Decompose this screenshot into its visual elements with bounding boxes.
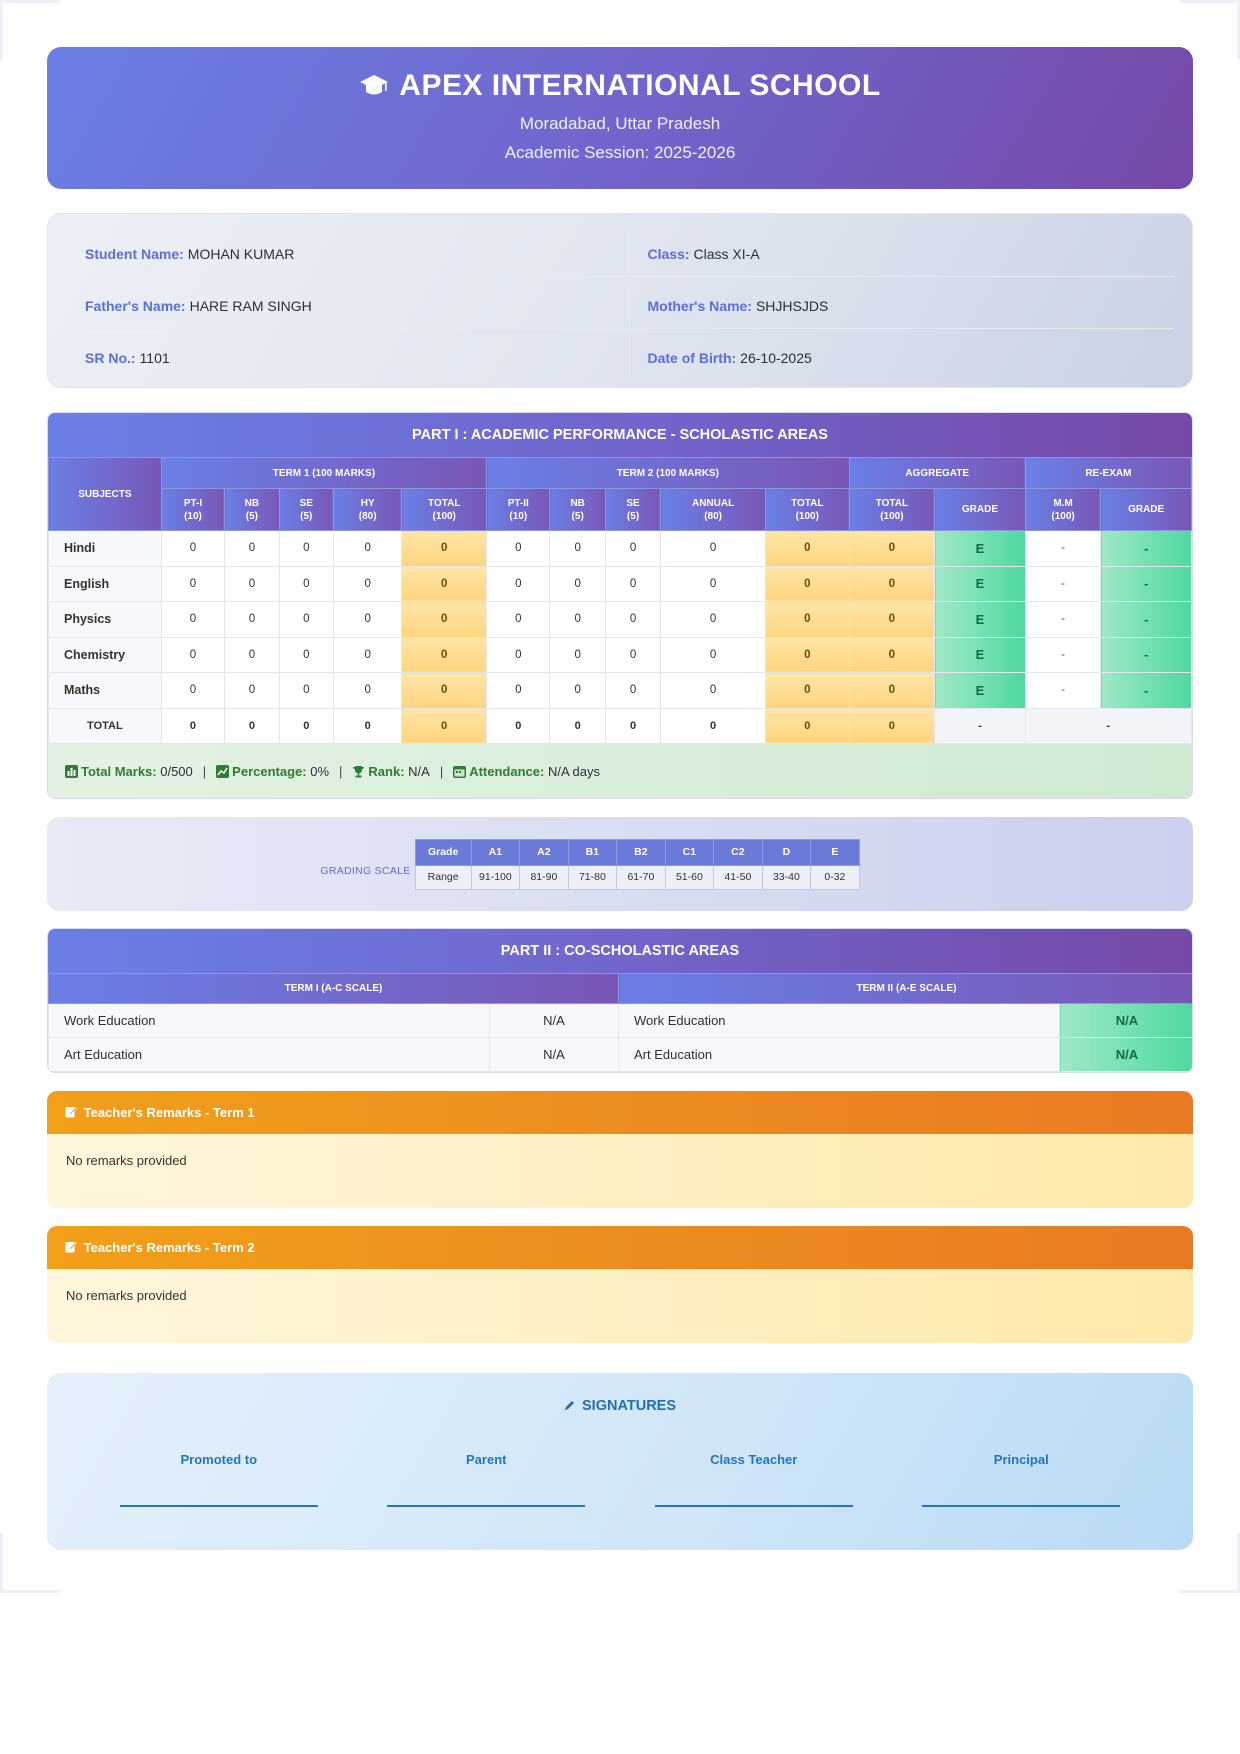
remarks-text: No remarks provided bbox=[47, 1134, 1193, 1208]
marks-cell: 0 bbox=[487, 602, 550, 638]
col-header: ANNUAL (80) bbox=[661, 489, 766, 531]
total-marks-label: Total Marks: bbox=[81, 763, 157, 779]
marks-cell: 0 bbox=[487, 566, 550, 602]
grade-range: 91-100 bbox=[471, 865, 520, 889]
total-reexam-cell: - bbox=[1025, 708, 1191, 744]
subject-row bbox=[49, 602, 1192, 638]
marks-cell: 0 bbox=[487, 673, 550, 709]
marks-cell: 0 bbox=[225, 531, 279, 567]
marks-cell: 0 bbox=[661, 602, 766, 638]
grade-label: A1 bbox=[471, 839, 520, 865]
school-title bbox=[47, 69, 1193, 103]
marks-cell: 0 bbox=[402, 673, 487, 709]
marks-cell: 0 bbox=[765, 673, 849, 709]
total-cell: 0 bbox=[765, 708, 849, 744]
grading-scale bbox=[47, 817, 1193, 911]
field-label: Date of Birth: bbox=[647, 349, 737, 366]
signature-label: Principal bbox=[993, 1452, 1049, 1467]
remarks-title: Teacher's Remarks - Term 2 bbox=[83, 1240, 255, 1255]
marks-cell: 0 bbox=[161, 566, 224, 602]
field-label: Class: bbox=[647, 246, 690, 262]
subject-name: Hindi bbox=[49, 531, 162, 567]
marks-cell: 0 bbox=[333, 566, 401, 602]
term1-header: TERM I (A-C SCALE) bbox=[49, 974, 619, 1004]
marks-cell: 0 bbox=[402, 531, 487, 567]
attendance-value: N/A days bbox=[547, 763, 600, 779]
term2-header: TERM II (A-E SCALE) bbox=[619, 974, 1194, 1004]
total-grade-cell: - bbox=[935, 708, 1026, 744]
marks-cell: 0 bbox=[661, 566, 766, 602]
term1-header: TERM 1 (100 MARKS) bbox=[161, 458, 486, 489]
signature-block bbox=[888, 1452, 1156, 1507]
signatures-title-text: SIGNATURES bbox=[582, 1398, 677, 1414]
marks-cell: 0 bbox=[605, 566, 660, 602]
grade-label: B1 bbox=[568, 839, 617, 865]
field-value: Class XI-A bbox=[693, 246, 760, 262]
grade-label: C2 bbox=[714, 839, 763, 865]
percentage-value: 0% bbox=[310, 763, 330, 779]
subject-row bbox=[49, 637, 1192, 673]
grade-cell: E bbox=[935, 637, 1026, 673]
field-label: SR No.: bbox=[85, 349, 136, 366]
total-cell: 0 bbox=[487, 708, 550, 744]
total-cell: 0 bbox=[333, 708, 401, 744]
total-marks-value: 0/500 bbox=[160, 763, 193, 779]
marks-cell: 0 bbox=[849, 602, 935, 638]
marks-cell: 0 bbox=[550, 566, 605, 602]
calendar-icon bbox=[453, 765, 466, 778]
marks-cell: 0 bbox=[279, 602, 333, 638]
trend-chart-icon bbox=[216, 765, 229, 778]
activity-grade: N/A bbox=[490, 1038, 619, 1072]
col-header: PT-I (10) bbox=[161, 489, 224, 531]
aggregate-header: AGGREGATE bbox=[849, 458, 1025, 489]
marks-cell: 0 bbox=[849, 566, 935, 602]
reexam-mm-cell: - bbox=[1025, 637, 1101, 673]
total-cell: 0 bbox=[225, 708, 279, 744]
signature-label: Promoted to bbox=[180, 1452, 258, 1467]
total-cell: 0 bbox=[550, 708, 605, 744]
marks-cell: 0 bbox=[765, 566, 849, 602]
marks-cell: 0 bbox=[849, 531, 935, 567]
grade-label: B2 bbox=[617, 839, 666, 865]
marks-cell: 0 bbox=[605, 673, 660, 709]
signature-label: Parent bbox=[466, 1452, 507, 1467]
separator: | bbox=[339, 763, 343, 779]
signature-label: Class Teacher bbox=[710, 1452, 798, 1467]
separator: | bbox=[202, 763, 207, 779]
marks-cell: 0 bbox=[279, 531, 333, 567]
signature-line bbox=[120, 1505, 318, 1507]
col-header: PT-II (10) bbox=[487, 489, 550, 531]
total-cell: 0 bbox=[661, 708, 766, 744]
memo-icon bbox=[65, 1106, 77, 1118]
activity-grade: N/A bbox=[1060, 1038, 1194, 1072]
marks-cell: 0 bbox=[849, 673, 935, 709]
signatures-title bbox=[47, 1398, 1193, 1414]
school-header bbox=[47, 47, 1193, 189]
marks-cell: 0 bbox=[605, 531, 660, 567]
signature-block bbox=[353, 1452, 621, 1507]
marks-cell: 0 bbox=[849, 637, 935, 673]
graduation-cap-icon bbox=[359, 73, 389, 99]
marks-cell: 0 bbox=[279, 637, 333, 673]
activity-grade: N/A bbox=[490, 1004, 619, 1038]
reexam-grade-cell: - bbox=[1101, 602, 1192, 638]
grading-scale-table bbox=[415, 839, 860, 890]
remarks-title: Teacher's Remarks - Term 1 bbox=[83, 1105, 255, 1120]
total-cell: 0 bbox=[161, 708, 224, 744]
col-header: M.M (100) bbox=[1025, 489, 1101, 531]
field-label: Mother's Name: bbox=[647, 297, 752, 314]
subject-row bbox=[49, 531, 1192, 567]
marks-cell: 0 bbox=[605, 602, 660, 638]
grade-cell: E bbox=[935, 673, 1026, 709]
memo-icon bbox=[65, 1241, 77, 1253]
signatures-section bbox=[47, 1373, 1193, 1550]
activity-name: Work Education bbox=[49, 1004, 490, 1038]
marks-cell: 0 bbox=[402, 602, 487, 638]
signature-line bbox=[387, 1505, 585, 1507]
marks-cell: 0 bbox=[661, 673, 766, 709]
grade-cell: E bbox=[935, 531, 1026, 567]
field-value: MOHAN KUMAR bbox=[187, 246, 295, 262]
reexam-header: RE-EXAM bbox=[1025, 458, 1191, 489]
field-label: Student Name: bbox=[85, 246, 184, 262]
field-value: SHJHSJDS bbox=[755, 297, 829, 314]
col-header: SE (5) bbox=[605, 489, 660, 531]
father-name-field bbox=[85, 284, 630, 329]
marks-cell: 0 bbox=[487, 531, 550, 567]
reexam-mm-cell: - bbox=[1025, 566, 1101, 602]
activity-name: Art Education bbox=[619, 1038, 1060, 1072]
marks-cell: 0 bbox=[765, 637, 849, 673]
marks-cell: 0 bbox=[550, 602, 605, 638]
dob-field bbox=[630, 335, 1175, 380]
remarks-term1 bbox=[47, 1091, 1193, 1208]
total-cell: 0 bbox=[402, 708, 487, 744]
subject-name: English bbox=[49, 566, 162, 602]
grade-label: E bbox=[811, 839, 860, 865]
sr-no-field bbox=[85, 335, 630, 380]
marks-cell: 0 bbox=[225, 673, 279, 709]
reexam-mm-cell: - bbox=[1025, 531, 1101, 567]
marks-cell: 0 bbox=[765, 602, 849, 638]
signature-line bbox=[922, 1505, 1120, 1507]
signature-row bbox=[47, 1452, 1193, 1507]
term2-header: TERM 2 (100 MARKS) bbox=[487, 458, 850, 489]
bar-chart-icon bbox=[65, 765, 78, 778]
marks-cell: 0 bbox=[225, 637, 279, 673]
col-header: TOTAL (100) bbox=[849, 489, 935, 531]
activity-name: Work Education bbox=[619, 1004, 1060, 1038]
subject-name: Chemistry bbox=[49, 637, 162, 673]
marks-cell: 0 bbox=[279, 673, 333, 709]
student-info bbox=[47, 213, 1193, 388]
col-header: TOTAL (100) bbox=[402, 489, 487, 531]
school-location: Moradabad, Uttar Pradesh bbox=[519, 114, 721, 133]
reexam-grade-cell: - bbox=[1101, 637, 1192, 673]
class-field bbox=[630, 232, 1175, 277]
section-title: PART II : CO-SCHOLASTIC AREAS bbox=[48, 929, 1192, 973]
rank-label: Rank: bbox=[368, 763, 405, 779]
total-cell: 0 bbox=[605, 708, 660, 744]
separator: | bbox=[439, 763, 444, 779]
marks-cell: 0 bbox=[333, 531, 401, 567]
marks-table bbox=[48, 457, 1192, 744]
marks-cell: 0 bbox=[333, 602, 401, 638]
grading-scale-label: GRADING SCALE bbox=[320, 865, 411, 877]
student-name-field bbox=[85, 232, 630, 277]
field-value: HARE RAM SINGH bbox=[189, 297, 312, 314]
attendance-label: Attendance: bbox=[469, 763, 545, 779]
mother-name-field bbox=[630, 284, 1175, 329]
marks-cell: 0 bbox=[765, 531, 849, 567]
col-header: TOTAL (100) bbox=[765, 489, 849, 531]
marks-cell: 0 bbox=[605, 637, 660, 673]
activity-grade: N/A bbox=[1060, 1004, 1194, 1038]
marks-cell: 0 bbox=[661, 531, 766, 567]
marks-cell: 0 bbox=[487, 637, 550, 673]
section-title: PART I : ACADEMIC PERFORMANCE - SCHOLASTIC AREAS bbox=[48, 413, 1192, 457]
grade-range: 81-90 bbox=[520, 865, 569, 889]
pen-icon bbox=[564, 1400, 575, 1411]
field-value: 26-10-2025 bbox=[740, 349, 812, 366]
marks-cell: 0 bbox=[161, 602, 224, 638]
subject-name: Physics bbox=[49, 602, 162, 638]
total-label: TOTAL bbox=[49, 708, 162, 744]
subjects-header: SUBJECTS bbox=[49, 458, 162, 531]
academic-session: Academic Session: 2025-2026 bbox=[504, 143, 736, 162]
result-summary bbox=[48, 744, 1192, 798]
marks-cell: 0 bbox=[161, 673, 224, 709]
grade-range: 61-70 bbox=[617, 865, 666, 889]
marks-cell: 0 bbox=[402, 637, 487, 673]
reexam-grade-cell: - bbox=[1101, 566, 1192, 602]
grade-label: C1 bbox=[665, 839, 714, 865]
grade-cell: E bbox=[935, 566, 1026, 602]
reexam-mm-cell: - bbox=[1025, 673, 1101, 709]
remarks-text: No remarks provided bbox=[47, 1269, 1193, 1343]
total-cell: 0 bbox=[279, 708, 333, 744]
subject-name: Maths bbox=[49, 673, 162, 709]
signature-line bbox=[655, 1505, 853, 1507]
marks-cell: 0 bbox=[225, 566, 279, 602]
marks-cell: 0 bbox=[225, 602, 279, 638]
subject-row bbox=[49, 566, 1192, 602]
percentage-label: Percentage: bbox=[232, 763, 307, 779]
grade-label: A2 bbox=[520, 839, 569, 865]
grade-range: 51-60 bbox=[665, 865, 714, 889]
school-name: APEX INTERNATIONAL SCHOOL bbox=[399, 69, 881, 102]
grade-head: Grade bbox=[415, 839, 471, 865]
grade-range: 41-50 bbox=[714, 865, 763, 889]
trophy-icon bbox=[352, 765, 365, 778]
marks-cell: 0 bbox=[161, 531, 224, 567]
rank-value: N/A bbox=[408, 763, 430, 779]
grade-range: 0-32 bbox=[811, 865, 860, 889]
co-scholastic-table bbox=[48, 973, 1193, 1072]
col-header: GRADE bbox=[1101, 489, 1192, 531]
marks-cell: 0 bbox=[661, 637, 766, 673]
subject-row bbox=[49, 673, 1192, 709]
signature-block bbox=[85, 1452, 353, 1507]
range-head: Range bbox=[415, 865, 471, 889]
col-header: NB (5) bbox=[550, 489, 605, 531]
signature-block bbox=[620, 1452, 888, 1507]
marks-cell: 0 bbox=[333, 673, 401, 709]
remarks-header bbox=[47, 1091, 1193, 1134]
scholastic-section bbox=[47, 412, 1193, 799]
field-label: Father's Name: bbox=[85, 297, 186, 314]
reexam-mm-cell: - bbox=[1025, 602, 1101, 638]
marks-cell: 0 bbox=[279, 566, 333, 602]
reexam-grade-cell: - bbox=[1101, 531, 1192, 567]
grade-cell: E bbox=[935, 602, 1026, 638]
marks-cell: 0 bbox=[550, 531, 605, 567]
col-header: SE (5) bbox=[279, 489, 333, 531]
remarks-term2 bbox=[47, 1226, 1193, 1343]
report-card bbox=[47, 47, 1193, 1550]
col-header: GRADE bbox=[935, 489, 1026, 531]
total-cell: 0 bbox=[849, 708, 935, 744]
marks-cell: 0 bbox=[333, 637, 401, 673]
marks-cell: 0 bbox=[402, 566, 487, 602]
marks-cell: 0 bbox=[550, 637, 605, 673]
grade-label: D bbox=[762, 839, 811, 865]
marks-cell: 0 bbox=[161, 637, 224, 673]
remarks-header bbox=[47, 1226, 1193, 1269]
col-header: NB (5) bbox=[225, 489, 279, 531]
col-header: HY (80) bbox=[333, 489, 401, 531]
grade-range: 71-80 bbox=[568, 865, 617, 889]
marks-cell: 0 bbox=[550, 673, 605, 709]
grade-range: 33-40 bbox=[762, 865, 811, 889]
field-value: 1101 bbox=[139, 349, 170, 366]
activity-name: Art Education bbox=[49, 1038, 490, 1072]
co-scholastic-section bbox=[47, 928, 1193, 1073]
total-row bbox=[49, 708, 1192, 744]
reexam-grade-cell: - bbox=[1101, 673, 1192, 709]
